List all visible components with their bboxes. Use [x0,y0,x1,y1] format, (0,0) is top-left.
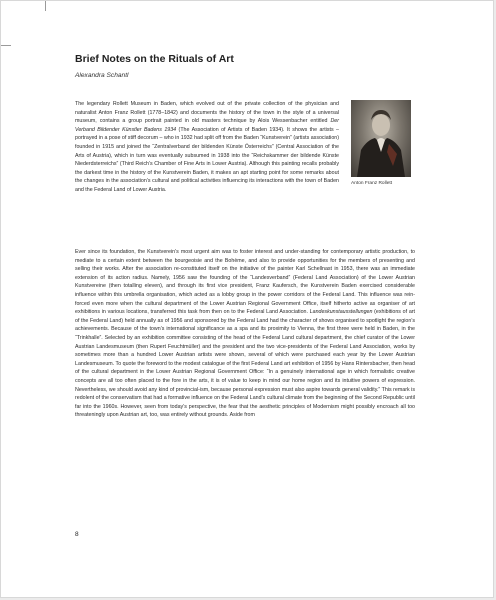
author-name: Alexandra Schantl [75,72,129,79]
crop-mark-left [1,45,11,46]
intro-paragraph [75,100,339,195]
painting-title: Der Verband Bildender Künstler Badens 1934 [75,118,339,133]
exhibitions-term: Landeskunstausstellungen [309,309,373,316]
paragraph-text: The legendary Rollett Museum in Baden, which evolved out of the private collection of the physician and naturalist Anton Franz Rollett (1778–1842) and documents the history of the town in the style of a universal museum, contains a group portrait painted in old masters technique by Alois Wessenbacher entitled [75,101,339,125]
crop-mark-top [45,1,46,11]
page-number: 8 [75,531,79,538]
portrait-caption: Anton Franz Rollett [351,181,393,186]
body-paragraph [75,248,415,420]
paragraph-text: (exhibitions of art of the Federal Land) held annually as of 1956 and sponsored by the Federal Land had the character of shows organised to spotlight the region’s achievements. Because of the town’s international significance as a spa and its proximity to Vienna, the first three were held in Baden, in the “Trinkhalle”. Selected by an exhibition committee consisting of the head of the Federal Land cultural department, the chief curator of the Lower Austrian Landesmuseum (then Rupert Feuchtmüller) and the president and the two vice-presidents of the Federal Land Association, works by sometimes more than a hundred Lower Austrian artists were shown, several of which were purchased each year by the Lower Austrian Landesmuseum. To quote the foreword to the modest catalogue of the first Federal Land art exhibition of 1956 by Hans Rintersbacher, then head of the cultural department in the Lower Austrian Regional Government Office: “In a genuinely international age in which formalistic creative concepts are all too often placed to the fore in the arts, it is of value to keep in mind our home region and its intuitive powers of expression. Nevertheless, we should avoid any kind of provincial-ism, because personal expression must also aspire towards general validity.” This remark is redolent of the conservatism that had a formative influence on the Federal Land’s cultural climate from the beginning of the Second Republic until far into the 1960s. However, seen from today’s perspective, the fear that the aesthetic principles of Modernism might possibly encroach all too threateningly upon Austrian art, too, was entirely without grounds. Aside from [75,309,415,419]
paragraph-text: Ever since its foundation, the Kunstverein’s most urgent aim was to foster interest and under-standing for contemporary artistic production, to mediate to a certain extent between the bourgeoisie and the Bohème, and also to provide opportunities for the members of presenting and selling their works. After the association re-constituted itself on the initiative of the painter Karl Schellnast in 1953, there was an immediate extension of its action radius. Namely, 1956 saw the founding of the “Landesverband” (Federal Land Association) of the Lower Austrian Kunstvereine (then totalling eleven), and through its first vice president, Franz Kaufersch, the Kunstverein Baden exercised considerable influence within this umbrella organisation, which acted as a lobby group in the power corridors of the Federal Land. This influence was rein-forced even more when the cultural department of the Lower Austrian Regional Government Office, itself hitherto active as organiser of art exhibitions in various locations, transferred this task from then on to the Federal Land Association. [75,249,415,316]
portrait-figure [351,100,411,177]
article-title: Brief Notes on the Rituals of Art [75,53,234,65]
paragraph-text: (The Association of Artists of Baden 1934). It shows the artists – portrayed in a pose of stiff decorum – who in 1932 had split off from the Baden “Kunstverein” (artists association) founded in 1915 and joined the “Zentralverband der bildenden Künste Österreichs” (Central Association of the Arts of Austria), which in turn was eventually subsumed in 1938 into the “Reichskammer der bildende Künste Niederdsterreichs” (Third Reich’s Chamber of Fine Arts in Lower Austria). Although this painting recalls probably the darkest time in the history of the Kunstverein Baden, it makes an apt starting point for some remarks about the changes in the association’s cultural and political activities influencing its interactions with the town of Baden and the Federal Land of Lower Austria. [75,126,339,193]
portrait-image [351,100,411,177]
